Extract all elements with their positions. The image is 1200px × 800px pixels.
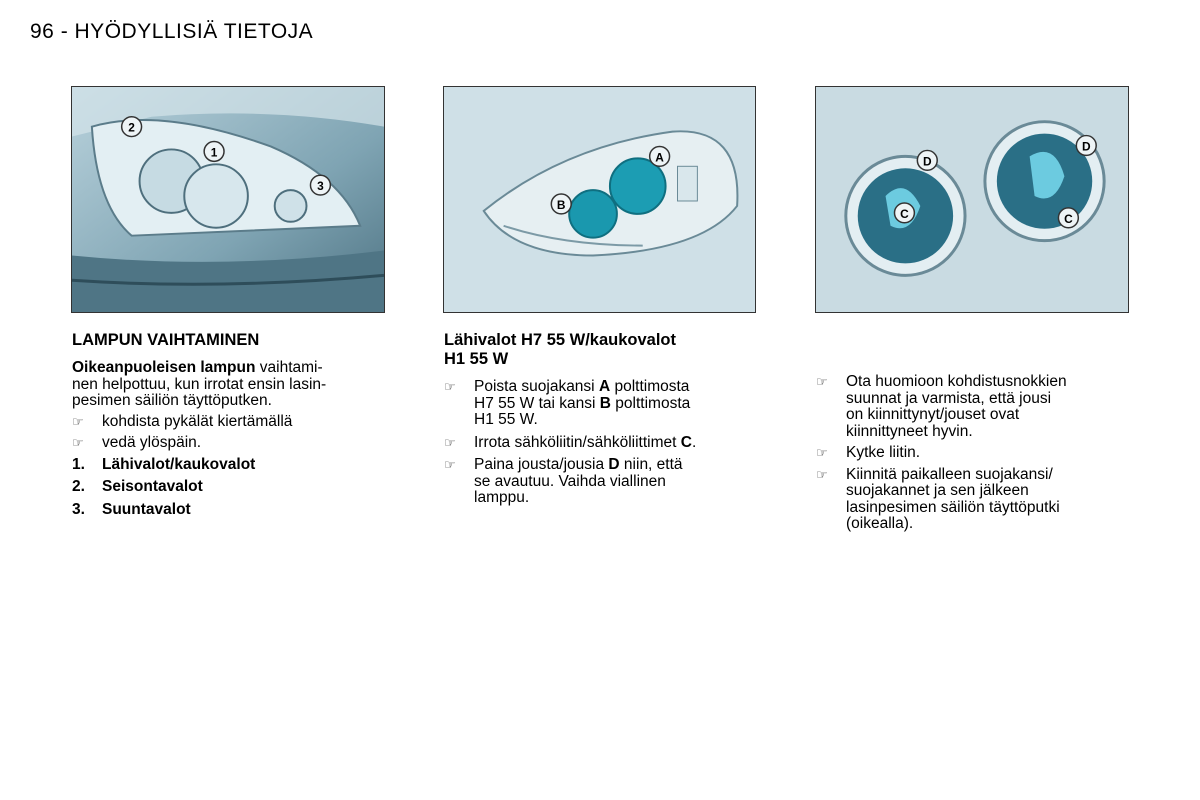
bullet-text: kiinnittyneet hyvin. xyxy=(846,422,973,440)
bullet-item xyxy=(72,414,392,431)
pointing-hand-icon: ☞ xyxy=(816,445,828,460)
bulb-holders-photo xyxy=(815,86,1129,313)
callout-c-left xyxy=(894,203,914,223)
intro-paragraph xyxy=(72,360,392,410)
section-heading xyxy=(444,331,774,369)
bullet-text: vedä ylöspäin. xyxy=(102,434,202,451)
bullet-item xyxy=(444,457,774,507)
bullet-text: Paina jousta/jousia xyxy=(474,456,609,473)
column-lamp-replacement xyxy=(72,331,392,524)
bullet-text: H7 55 W tai kansi xyxy=(474,394,600,412)
callout-d-left xyxy=(917,150,937,170)
pointing-hand-icon: ☞ xyxy=(816,466,828,482)
pointing-hand-icon: ☞ xyxy=(72,413,84,429)
bullet-text: niin, että xyxy=(619,456,683,473)
svg-text:B: B xyxy=(556,197,566,212)
pointing-hand-icon: ☞ xyxy=(444,434,456,450)
bullet-item xyxy=(444,379,774,429)
item-number: 2. xyxy=(72,478,85,495)
pointing-hand-icon: ☞ xyxy=(816,374,828,389)
bullet-text: Ota huomioon kohdistusnokkien xyxy=(846,373,1067,390)
page-header: 96 - HYÖDYLLISIÄ TIETOJA xyxy=(30,20,314,43)
item-number: 3. xyxy=(72,500,85,518)
intro-line3: pesimen säiliön täyttöputken. xyxy=(72,392,272,409)
bullet-text: lamppu. xyxy=(474,489,530,506)
callout-b xyxy=(551,194,571,214)
bullet-text: se avautuu. Vaihda viallinen xyxy=(474,472,666,490)
item-label: Seisontavalot xyxy=(102,478,203,495)
svg-text:2: 2 xyxy=(128,120,135,135)
bullet-text: on kiinnittynyt/jouset ovat xyxy=(846,406,1020,423)
bold-letter: B xyxy=(599,394,611,412)
bullet-text: (oikealla). xyxy=(846,515,914,532)
bullet-item xyxy=(72,435,392,452)
callout-a xyxy=(650,146,670,166)
section-heading: LAMPUN VAIHTAMINEN xyxy=(72,331,260,349)
bullet-text: polttimosta xyxy=(610,378,690,395)
bullet-text: Poista suojakansi xyxy=(474,378,599,395)
svg-text:3: 3 xyxy=(317,179,324,194)
callout-d-right xyxy=(1076,136,1096,156)
intro-bold: Oikeanpuoleisen lampun xyxy=(72,359,256,376)
pointing-hand-icon: ☞ xyxy=(444,457,456,472)
bold-letter: D xyxy=(608,456,620,473)
bullet-text: suunnat ja varmista, että jousi xyxy=(846,389,1052,407)
svg-text:D: D xyxy=(922,154,932,169)
pointing-hand-icon: ☞ xyxy=(72,435,84,450)
bullet-text: polttimosta xyxy=(610,394,691,412)
callout-2 xyxy=(122,117,142,137)
bullet-item xyxy=(816,445,1136,462)
item-label: Suuntavalot xyxy=(102,500,191,518)
intro-line1-rest: vaihtami- xyxy=(255,359,323,376)
svg-text:A: A xyxy=(655,150,664,165)
column-dipped-main-beam xyxy=(444,331,774,513)
numbered-item xyxy=(72,457,392,474)
headlamp-photo xyxy=(71,86,385,313)
bullet-item xyxy=(816,467,1136,533)
callout-c-right xyxy=(1058,208,1078,228)
headlamp-unit-photo xyxy=(443,86,756,313)
svg-text:D: D xyxy=(1081,139,1091,154)
pointing-hand-icon: ☞ xyxy=(444,379,456,394)
bullet-text: Kiinnitä paikalleen suojakansi/ xyxy=(846,465,1053,483)
bullet-text: H1 55 W. xyxy=(474,411,538,428)
callout-1 xyxy=(204,142,224,162)
bold-letter: A xyxy=(598,378,611,395)
bold-letter: C xyxy=(680,433,692,451)
bullet-text: . xyxy=(691,433,697,451)
bullet-item xyxy=(444,435,774,452)
bullet-text: kohdista pykälät kiertämällä xyxy=(102,412,293,430)
bullet-text: Kytke liitin. xyxy=(846,444,921,461)
column-reassembly xyxy=(816,374,1136,538)
callout-3 xyxy=(310,175,330,195)
bullet-text: lasinpesimen säiliön täyttöputki xyxy=(846,498,1060,516)
item-label: Lähivalot/kaukovalot xyxy=(102,455,256,473)
heading-line1: Lähivalot H7 55 W/kaukovalot xyxy=(444,331,676,349)
numbered-item xyxy=(72,479,392,496)
item-number: 1. xyxy=(72,455,85,473)
bullet-text: suojakannet ja sen jälkeen xyxy=(846,482,1029,499)
intro-line2: nen helpottuu, kun irrotat ensin lasin- xyxy=(72,375,327,393)
bullet-text: Irrota sähköliitin/sähköliittimet xyxy=(474,433,681,451)
numbered-item xyxy=(72,502,392,519)
svg-text:1: 1 xyxy=(210,145,218,160)
heading-line2: H1 55 W xyxy=(444,350,509,368)
svg-text:C: C xyxy=(900,206,909,221)
svg-text:C: C xyxy=(1064,211,1073,226)
bullet-item xyxy=(816,374,1136,440)
